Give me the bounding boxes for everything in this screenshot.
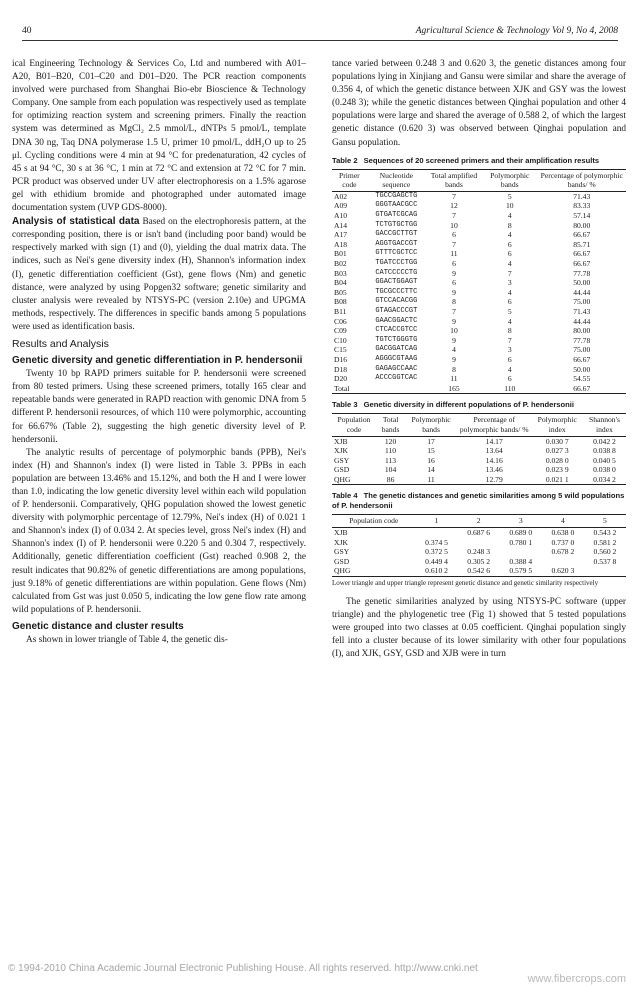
table3-title: Genetic diversity in different populations of P. hendersonii <box>363 400 575 410</box>
table3-cell: 13.64 <box>485 446 503 456</box>
table3-header-cell: Shannon's index <box>589 415 620 434</box>
table2-cell: TGATCCCTGG <box>375 259 418 267</box>
table2-cell: 9 <box>452 268 456 278</box>
table4-cell: 0.579 5 <box>509 566 533 576</box>
table2-cell: Total <box>334 383 350 393</box>
table2-cell: 4 <box>507 259 512 268</box>
table2-cell: GTCCACACGG <box>375 297 418 306</box>
table2-cell: 80.00 <box>573 326 591 336</box>
table3-header-cell: Population code <box>337 415 371 434</box>
diversity-heading: Genetic diversity and genetic differentiation in P. hendersonii <box>12 355 303 367</box>
table4-header-cell: 2 <box>476 516 481 526</box>
table3-cell: GSD <box>334 465 350 475</box>
table2-cell: 8 <box>507 326 512 336</box>
table3-cell: 16 <box>427 455 435 465</box>
table2-label: Table 2 <box>332 155 358 165</box>
table2-cell: 7 <box>507 335 512 345</box>
table4-row <box>332 538 626 548</box>
table2-cell: C15 <box>334 345 347 355</box>
table2-cell: AGGGCGTAAG <box>375 354 418 363</box>
table4-cell: 0.678 2 <box>551 547 575 557</box>
table3-row <box>332 446 626 456</box>
table4-cell: 0.581 2 <box>593 537 617 547</box>
table2-cell: 11 <box>450 374 458 384</box>
table2-cell: GAGAGCCAAC <box>375 364 418 373</box>
table2-row <box>332 278 626 288</box>
table2-cell: CATCCCCCTG <box>375 268 418 277</box>
table2-cell: 10 <box>450 220 458 230</box>
distance-paragraph-cont: tance varied between 0.248 3 and 0.620 3, the genetic distances among four populations lying in Xinjiang and Gansu were similar and share the average of 0.356 4, of which the genetic distance between XJK and GSY was the lowest (0.248 3); while the genetic distances between Qinghai population and other 4 populations were large and shared the average of 0.588 2, of which the largest genetic distance (0.620 3) was observed between Qinghai population and Gansu population. <box>332 59 626 148</box>
ppb-paragraph: The analytic results of percentage of polymorphic bands (PPB), Nei's index (H) and Shannon's index (I) were listed in Table 3. PPBs in each population are between 13.46% and 15.12%, and both the H and I were lower than 1.0, indicating the low genetic diversity level within each wild population of P. hendersonii. Comparatively, QHG population showed the lowest genetic diversity with polymorphic percentage of 12.79%, Nei's index (H) of 0.021 1 and Shannon's index (I) of 0.034 2. At species level, gross Nei's index (H) and Shannon's index (I) of P. hendersonii were 0.220 5 and 0.304 7, respectively. Additionally, genetic differentiation coefficient (Gst) reached 0.908 2, the result indicates that 90.82% of genetic differentiations are among populations, just 9.18% of genetic differentiations are within population. Gene flows (Nm) calculated from Gst was just 0.050 5, indicating the low gene flow rate among wild populations of P. hendersonii. <box>12 447 306 615</box>
table2-cell: 77.78 <box>573 335 591 345</box>
table3-cell: 86 <box>386 474 395 484</box>
table2-cell: B01 <box>334 249 347 259</box>
table2-cell: GAACGGACTC <box>375 316 418 325</box>
table4-label: Table 4 <box>332 491 358 501</box>
table4-cell <box>500 547 542 557</box>
table4-row <box>332 557 626 567</box>
table2-cell: D16 <box>334 354 348 364</box>
table2-cell: D18 <box>334 364 348 374</box>
table4-cell: GSD <box>334 556 350 566</box>
table3-header-cell: Percentage of polymorphic bands/ % <box>459 415 529 434</box>
results-heading: Results and Analysis <box>12 337 109 350</box>
table2-cell: 7 <box>452 211 456 221</box>
table2-cell: 75.00 <box>573 345 591 355</box>
table2-row <box>332 288 626 298</box>
table3-cell: 0.038 8 <box>593 446 616 456</box>
table2-cell: GGACTGGAGT <box>375 278 418 287</box>
table2-cell: C10 <box>334 335 347 345</box>
table2-cell: 6 <box>507 297 512 307</box>
table2-row <box>332 191 626 201</box>
table4-cell: 0.560 2 <box>593 547 617 557</box>
table2-cell: ACCCGGTCAC <box>375 374 418 383</box>
table2-cell: 7 <box>452 306 456 316</box>
table2-cell: GTGATCGCAG <box>375 211 418 220</box>
page-number: 40 <box>22 26 32 36</box>
table2-cell: 57.14 <box>573 211 591 221</box>
table2-cell: A02 <box>334 191 348 201</box>
table4-cell: 0.374 5 <box>425 537 448 547</box>
table2-row <box>332 221 626 231</box>
table4-caption <box>332 491 626 511</box>
statistics-paragraph: Based on the electrophoresis pattern, at the corresponding position, there is or isn't band (including poor band) would be respectively marked with sign (1) and (0), yielding the dual matrix data. The indices, such as Nei's gene diversity index (H), Shannon's information index (I), genetic differentiation coefficient (Gst), gene flows (Nm) and genetic distance, were analyzed by using Popgen32 software; genetic similarity and cluster analysis were revealed by NTSYS-PC (version 2.10e) and UPGMA methods, respectively. The differences in specific bands among 5 populations were used as identification basis. <box>12 217 306 332</box>
table4-cell: 0.689 0 <box>509 528 533 538</box>
watermark: www.fibercrops.com <box>527 973 626 985</box>
table2-cell: C09 <box>334 326 347 336</box>
table2-cell: TGCGCCCTTC <box>375 287 418 296</box>
table2-cell: 6 <box>507 374 512 384</box>
table2-cell: TGCCGAGCTG <box>375 191 418 200</box>
table3-cell: 120 <box>384 436 397 446</box>
table2-cell: 8 <box>507 220 512 230</box>
table2-row <box>332 240 626 250</box>
table2-cell: 83.33 <box>573 201 591 211</box>
table2-cell: 71.43 <box>573 306 591 316</box>
table2-cell: 9 <box>452 287 456 297</box>
table3-cell: 14.17 <box>485 436 503 446</box>
table2-cell: TGTCTGGGTG <box>375 335 418 344</box>
table2-cell: GTAGACCCGT <box>375 306 418 315</box>
table4-cell: XJK <box>334 537 348 547</box>
table2-cell: 54.55 <box>573 374 591 384</box>
table2 <box>332 169 626 395</box>
table2-caption <box>332 156 626 166</box>
table3-cell: 14 <box>427 465 435 475</box>
table2-cell: B05 <box>334 287 347 297</box>
table2-cell: 3 <box>507 345 512 355</box>
distance-paragraph-start: As shown in lower triangle of Table 4, the genetic dis- <box>26 635 228 646</box>
table3-cell: 12.79 <box>485 474 503 484</box>
table4-cell: 0.248 3 <box>467 547 491 557</box>
table3-cell: 0.023 9 <box>545 465 569 475</box>
table3-cell: 13.46 <box>485 465 503 475</box>
journal-running-title: Agricultural Science & Technology Vol 9, No 4, 2008 <box>415 26 618 36</box>
table2-cell: 6 <box>452 259 456 268</box>
table2-row <box>332 374 626 384</box>
table2-cell: 4 <box>507 364 512 374</box>
table2-cell: 66.67 <box>573 383 591 393</box>
table2-cell: 8 <box>452 364 456 374</box>
table4-cell: 0.737 0 <box>551 537 575 547</box>
page-footer <box>8 963 632 985</box>
table2-cell: 7 <box>507 268 512 278</box>
table4-cell <box>584 566 626 576</box>
table2-cell: 4 <box>507 230 512 240</box>
table2-cell: 75.00 <box>573 297 591 307</box>
table3-cell: 104 <box>384 465 397 475</box>
table2-row <box>332 355 626 365</box>
table2-cell: B04 <box>334 278 347 288</box>
table2-header-cell: Percentage of polymorphic bands/ % <box>540 170 623 190</box>
table4-cell <box>416 528 458 538</box>
table2-cell: 9 <box>452 316 456 326</box>
table2-header-cell: Nucleotide sequence <box>379 170 413 190</box>
similarity-paragraph: The genetic similarities analyzed by using NTSYS-PC software (upper triangle) and the phylogenetic tree (Fig 1) showed that 5 tested populations were grouped into two classes at 0.05 coefficient. Qinghai population singly fell into a cluster because of its lower similarity with other four populations (I), and XJK, GSY, GSD and XJB were in turn <box>332 597 626 660</box>
table2-cell: AGGTGACCGT <box>375 239 418 248</box>
table2-cell: 6 <box>507 354 512 364</box>
left-column <box>12 58 306 647</box>
table3-header-cell: Total bands <box>381 415 400 434</box>
table2-cell: 4 <box>507 287 512 297</box>
table3-cell: 113 <box>385 455 397 465</box>
table2-cell: A18 <box>334 239 348 249</box>
table2-cell: 66.67 <box>573 354 591 364</box>
table2-row <box>332 336 626 346</box>
table2-cell: A09 <box>334 201 348 211</box>
table4-cell: QHG <box>334 566 351 576</box>
table2-cell: 44.44 <box>573 316 591 326</box>
table2-cell: A17 <box>334 230 348 240</box>
header-rule <box>22 40 618 41</box>
table2-row <box>332 249 626 259</box>
table4-cell: 0.610 2 <box>425 566 448 576</box>
table2-row <box>332 365 626 375</box>
distance-heading: Genetic distance and cluster results <box>12 620 184 632</box>
table2-cell: C06 <box>334 316 347 326</box>
table2-cell: 80.00 <box>573 220 591 230</box>
table2-cell: 77.78 <box>573 268 591 278</box>
table2-header-cell: Total amplified bands <box>430 170 478 190</box>
table3-cell: 0.028 0 <box>545 455 569 465</box>
table2-cell: 4 <box>507 316 512 326</box>
table2-row <box>332 230 626 240</box>
table2-cell: D20 <box>334 374 348 384</box>
table2-cell: GGGTAACGCC <box>375 201 418 210</box>
table2-cell: 7 <box>452 239 456 249</box>
table3-cell: 0.030 7 <box>545 436 569 446</box>
table2-cell: CTCACCGTCC <box>375 326 418 335</box>
table3-cell: GSY <box>334 455 350 465</box>
table2-row <box>332 345 626 355</box>
table2-cell: GACCGCTTGT <box>375 230 418 239</box>
table2-row <box>332 201 626 211</box>
table2-cell: 4 <box>452 345 456 355</box>
table4-cell: 0.388 4 <box>509 556 533 566</box>
table4-note: Lower triangle and upper triangle represent genetic distance and genetic similarity respectively <box>332 579 599 588</box>
table4-cell: 0.687 6 <box>467 528 491 538</box>
table2-cell: 50.00 <box>573 364 591 374</box>
table2-cell: 3 <box>507 278 512 288</box>
table4-row <box>332 547 626 557</box>
table4-header-cell: Population code <box>349 516 399 526</box>
table2-row <box>332 384 626 394</box>
table3-caption <box>332 400 626 410</box>
table2-cell: 10 <box>505 201 514 211</box>
table4-cell: 0.449 4 <box>425 556 448 566</box>
table3-cell: XJK <box>334 446 348 456</box>
table3-cell: 0.027 3 <box>545 446 569 456</box>
table4-row <box>332 528 626 538</box>
table2-header-cell: Primer code <box>339 170 360 190</box>
table2-cell: 6 <box>452 230 456 240</box>
table2-cell: B11 <box>334 306 347 316</box>
table2-cell: A14 <box>334 220 348 230</box>
table2-cell: 9 <box>452 354 456 364</box>
table2-row <box>332 269 626 279</box>
table3-cell: 0.021 1 <box>545 474 569 484</box>
table2-cell: 85.71 <box>573 239 591 249</box>
primers-paragraph: Twenty 10 bp RAPD primers suitable for P. hendersonii were screened from 80 tested primers. Using these screened primers, totally 165 clear and repeatable bands were generated in RAPD reaction with genomic DNA from 5 different P. hendersonii resources, of which 110 were polymorphic, accounting for 66.67% (Table 2), suggesting the high genetic diversity level of P. hendersonii. <box>12 369 306 445</box>
table3 <box>332 413 626 485</box>
table3-header-cell: Polymorphic index <box>537 415 577 434</box>
table3-row <box>332 475 626 485</box>
table2-cell: 10 <box>450 326 458 336</box>
table4-cell: 0.620 3 <box>551 566 575 576</box>
table2-cell: A10 <box>334 211 348 221</box>
table2-cell: GTTTCGCTCC <box>375 249 418 258</box>
table4-row <box>332 566 626 576</box>
page-header <box>22 26 618 38</box>
table4-cell: GSY <box>334 547 350 557</box>
table4-cell: 0.537 8 <box>593 556 617 566</box>
table3-label: Table 3 <box>332 400 358 410</box>
table2-cell: 8 <box>452 297 456 307</box>
table4-header-cell: 4 <box>560 516 565 526</box>
table2-cell: 6 <box>452 278 456 288</box>
table2-cell: 66.67 <box>573 249 591 259</box>
table3-cell: 0.034 2 <box>593 474 616 484</box>
table2-cell <box>367 384 426 394</box>
table3-cell: XJB <box>334 436 348 446</box>
table3-row <box>332 456 626 466</box>
table4-cell: 0.543 2 <box>593 528 617 538</box>
table3-cell: 17 <box>427 436 435 446</box>
table2-cell: 4 <box>507 211 512 221</box>
table2-cell: 5 <box>507 191 512 201</box>
table2-cell: 9 <box>452 335 456 345</box>
table4-cell: 0.305 2 <box>467 556 491 566</box>
table2-row <box>332 259 626 269</box>
table3-cell: 110 <box>385 446 397 456</box>
table4-title: The genetic distances and genetic similarities among 5 wild populations of P. hendersonii <box>332 491 625 511</box>
table2-row <box>332 307 626 317</box>
table2-cell: 5 <box>507 306 512 316</box>
table2-cell: 66.67 <box>573 230 591 240</box>
table3-cell: QHG <box>334 474 351 484</box>
methods-paragraph: ical Engineering Technology & Services Co, Ltd and numbered with A01–A20, B01–B20, C01–C20 and D01–D20. The PCR reaction components involved were purchased from Shanghai Bio-ebr Bioscience & Technology Company. One sample from each population was respectively used as template for optimizing reaction system and screening primers. Finally the reaction system was determined as MgCl₂ 2.5 mmol/L, dNTPs 5 pmol/L, template DNA 30 ng, Taq DNA polymerase 1.5 U, primer 10 pmol/L, ddH₂O up to 25 μl. Cycling conditions were 4 min at 94 °C for predenaturation, 42 cycles of 45 s at 94 °C, 30 s at 36 °C, 1 min at 72 °C and extension at 72 °C for 7 min. PCR product was observed under UV after electrophoresis on a 1.5% agarose gel with ethidium bromide and photographed under automated image documentation system (UVP GDS-8000). <box>12 59 306 214</box>
table2-cell: B03 <box>334 268 347 278</box>
right-column <box>332 58 626 662</box>
table2-cell: 50.00 <box>573 278 591 288</box>
table2-cell: 12 <box>450 201 458 211</box>
table3-cell: 0.042 2 <box>593 436 616 446</box>
table2-title: Sequences of 20 screened primers and their amplification results <box>363 155 600 165</box>
table2-cell: 6 <box>507 239 512 249</box>
table2-cell: GACGGATCAG <box>375 345 418 354</box>
table4-cell: 0.542 6 <box>467 566 491 576</box>
table2-cell: 11 <box>450 249 458 259</box>
table4-header-cell: 5 <box>603 516 607 526</box>
table2-cell: B02 <box>334 259 347 268</box>
table3-row <box>332 436 626 446</box>
table2-cell: 110 <box>504 383 516 393</box>
table2-row <box>332 211 626 221</box>
copyright-notice: © 1994-2010 China Academic Journal Electronic Publishing House. All rights reserved. http://www.cnki.net <box>8 963 478 974</box>
table4-cell: XJB <box>334 528 348 538</box>
table2-row <box>332 326 626 336</box>
table3-header-cell: Polymorphic bands <box>411 415 451 434</box>
table2-cell: 165 <box>448 383 460 393</box>
table4 <box>332 514 626 577</box>
statistics-heading: Analysis of statistical data <box>12 216 140 228</box>
table4-cell <box>542 557 584 567</box>
table2-cell: TCTGTGCTGG <box>375 220 418 229</box>
table4-header-cell: 3 <box>518 516 523 526</box>
table3-cell: 14.16 <box>485 455 503 465</box>
table4-cell: 0.638 0 <box>551 528 575 538</box>
table3-row <box>332 465 626 475</box>
table2-cell: 6 <box>507 249 512 259</box>
table3-cell: 11 <box>427 474 435 484</box>
table4-cell <box>458 538 500 548</box>
table2-row <box>332 297 626 307</box>
table2-header-cell: Polymorphic bands <box>490 170 530 190</box>
table4-header-cell: 1 <box>434 516 439 526</box>
table4-cell: 0.372 5 <box>425 547 448 557</box>
table3-cell: 0.038 0 <box>593 465 616 475</box>
table2-cell: B08 <box>334 297 347 307</box>
table3-cell: 15 <box>427 446 435 456</box>
table2-cell: 7 <box>452 191 456 201</box>
table2-row <box>332 317 626 327</box>
table2-cell: 44.44 <box>573 287 591 297</box>
table4-cell: 0.780 1 <box>509 537 533 547</box>
table2-cell: 71.43 <box>573 191 591 201</box>
table3-cell: 0.040 5 <box>593 455 616 465</box>
table2-cell: 66.67 <box>573 259 591 268</box>
